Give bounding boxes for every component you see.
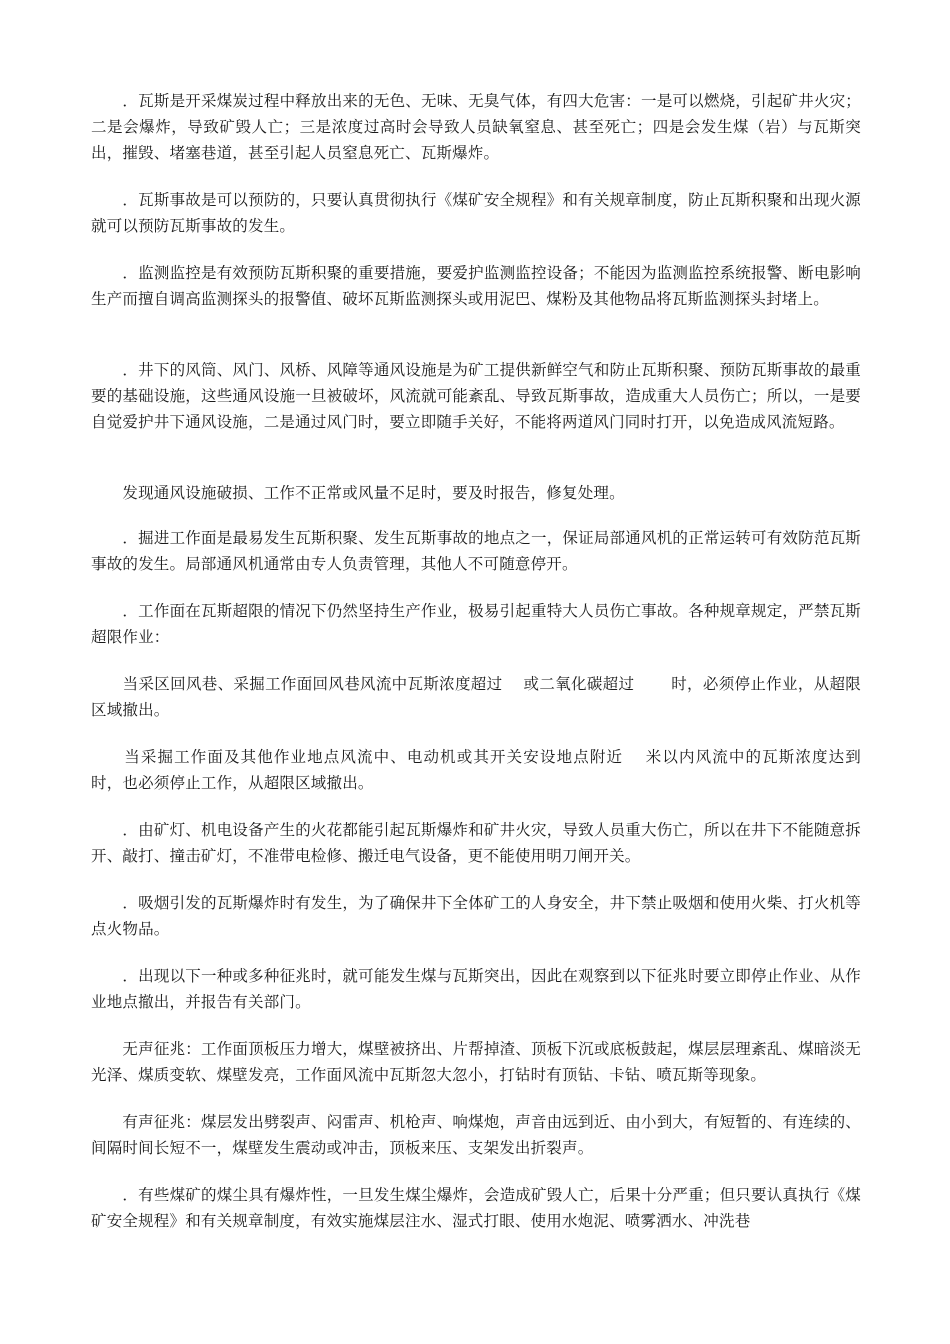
paragraph-coal-dust: ．有些煤矿的煤尘具有爆炸性，一旦发生煤尘爆炸，会造成矿毁人亡，后果十分严重；但只要认真执行《煤矿安全规程》和有关规章制度，有效实施煤层注水、湿式打眼、使用水炮泥、喷雾洒水、冲洗巷 [91, 1186, 861, 1230]
paragraph-ventilation: ．井下的风筒、风门、风桥、风障等通风设施是为矿工提供新鲜空气和防止瓦斯积聚、预防瓦斯事故的最重要的基础设施，这些通风设施一旦被破坏，风流就可能紊乱、导致瓦斯事故，造成重大人员伤亡；所以，一是要自觉爱护井下通风设施，二是通过风门时，要立即随手关好，不能将两道风门同时打开，以免造成风流短路。 [91, 361, 861, 431]
paragraph-prevention: ．瓦斯事故是可以预防的，只要认真贯彻执行《煤矿安全规程》和有关规章制度，防止瓦斯积聚和出现火源就可以预防瓦斯事故的发生。 [91, 191, 861, 235]
paragraph-report-damage: 发现通风设施破损、工作不正常或风量不足时，要及时报告，修复处理。 [91, 484, 625, 502]
paragraph-silent-signs: 无声征兆：工作面顶板压力增大，煤壁被挤出、片帮掉渣、顶板下沉或底板鼓起，煤层层理紊乱、煤暗淡无光泽、煤质变软、煤壁发亮，工作面风流中瓦斯忽大忽小，打钻时有顶钻、卡钻、喷瓦斯等现象。 [91, 1040, 861, 1084]
paragraph-smoking: ．吸烟引发的瓦斯爆炸时有发生，为了确保井下全体矿工的人身安全，井下禁止吸烟和使用火柴、打火机等点火物品。 [91, 894, 861, 938]
paragraph-monitoring: ．监测监控是有效预防瓦斯积聚的重要措施，要爱护监测监控设备；不能因为监测监控系统报警、断电影响生产而擅自调高监测探头的报警值、破坏瓦斯监测探头或用泥巴、煤粉及其他物品将瓦斯监测探头封堵上。 [91, 264, 861, 308]
paragraph-gas-hazards: ．瓦斯是开采煤炭过程中释放出来的无色、无味、无臭气体，有四大危害：一是可以燃烧，引起矿井火灾；二是会爆炸，导致矿毁人亡；三是浓度过高时会导致人员缺氧窒息、甚至死亡；四是会发生煤（岩）与瓦斯突出，摧毁、堵塞巷道，甚至引起人员窒息死亡、瓦斯爆炸。 [91, 92, 861, 162]
paragraph-audible-signs: 有声征兆：煤层发出劈裂声、闷雷声、机枪声、响煤炮，声音由远到近、由小到大，有短暂的、有连续的、间隔时间长短不一，煤壁发生震动或冲击，顶板来压、支架发出折裂声。 [91, 1113, 861, 1157]
paragraph-return-airway: 当采区回风巷、采掘工作面回风巷风流中瓦斯浓度超过 或二氧化碳超过 时，必须停止作业，从超限区域撤出。 [91, 675, 861, 719]
paragraph-outburst-signs: ．出现以下一种或多种征兆时，就可能发生煤与瓦斯突出，因此在观察到以下征兆时要立即停止作业、从作业地点撤出，并报告有关部门。 [91, 967, 861, 1011]
paragraph-sparks: ．由矿灯、机电设备产生的火花都能引起瓦斯爆炸和矿井火灾，导致人员重大伤亡，所以在井下不能随意拆开、敲打、撞击矿灯，不准带电检修、搬迁电气设备，更不能使用明刀闸开关。 [91, 821, 861, 865]
paragraph-local-fan: ．掘进工作面是最易发生瓦斯积聚、发生瓦斯事故的地点之一，保证局部通风机的正常运转可有效防范瓦斯事故的发生。局部通风机通常由专人负责管理，其他人不可随意停开。 [91, 529, 861, 573]
paragraph-working-face: 当采掘工作面及其他作业地点风流中、电动机或其开关安设地点附近 米以内风流中的瓦斯浓度达到 时，也必须停止工作，从超限区域撤出。 [91, 748, 898, 792]
paragraph-overlimit: ．工作面在瓦斯超限的情况下仍然坚持生产作业，极易引起重特大人员伤亡事故。各种规章规定，严禁瓦斯超限作业： [91, 602, 861, 646]
